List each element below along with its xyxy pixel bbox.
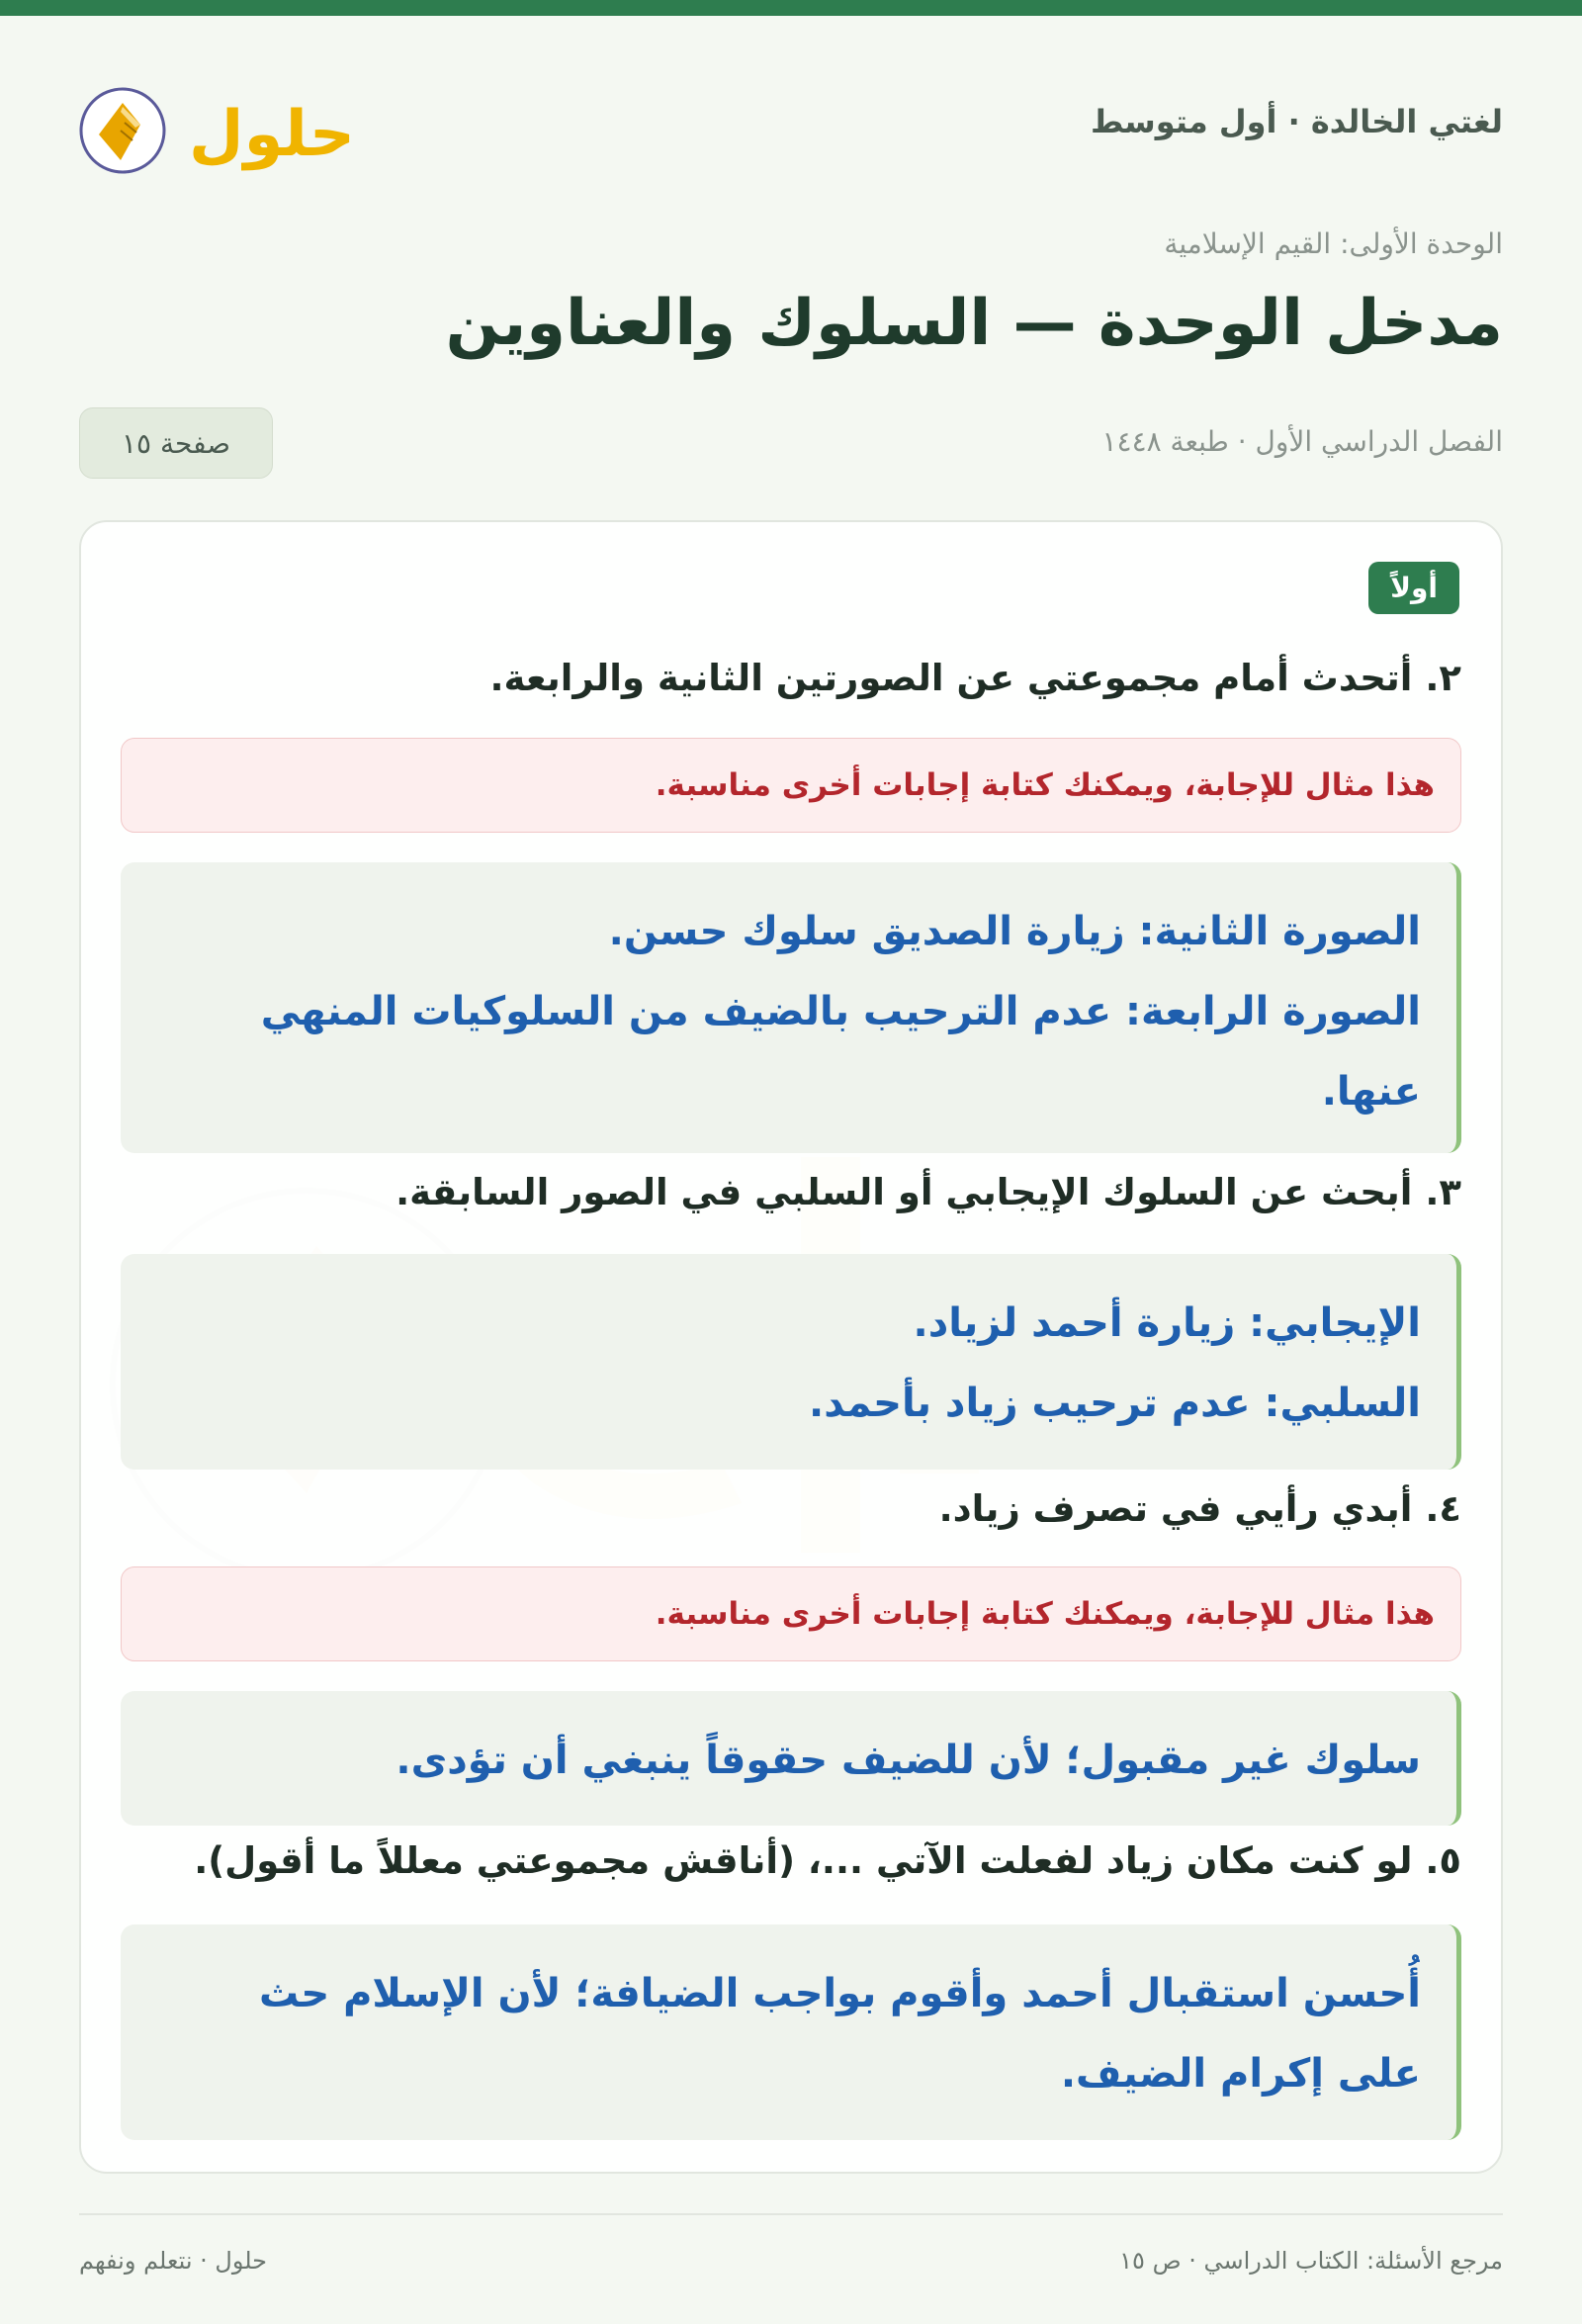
answer-line: عنها.	[1321, 1069, 1421, 1115]
unit-label: الوحدة الأولى: القيم الإسلامية	[1164, 227, 1503, 260]
section-badge: أولاً	[1368, 562, 1459, 614]
question-2: ٢. أتحدث أمام مجموعتي عن الصورتين الثانية والرابعة.	[489, 657, 1461, 699]
content-card	[79, 520, 1503, 2174]
footer-brand: حلول · نتعلم ونفهم	[79, 2247, 267, 2275]
answer-line: الإيجابي: زيارة أحمد لزياد.	[913, 1300, 1421, 1346]
answer-line: سلوك غير مقبول؛ لأن للضيف حقوقاً ينبغي أن تؤدى.	[396, 1738, 1421, 1783]
top-accent-bar	[0, 0, 1582, 16]
course-title: لغتي الخالدة · أول متوسط	[1091, 103, 1503, 140]
answer-line: السلبي: عدم ترحيب زياد بأحمد.	[809, 1381, 1421, 1426]
page-title: مدخل الوحدة — السلوك والعناوين	[445, 287, 1503, 360]
answer-line: أُحسن استقبال أحمد وأقوم بواجب الضيافة؛ لأن الإسلام حث	[258, 1971, 1421, 2016]
answer-line: الصورة الرابعة: عدم الترحيب بالضيف من السلوكيات المنهي	[260, 989, 1421, 1034]
answer-box-3	[121, 1254, 1461, 1470]
answer-box-2	[121, 862, 1461, 1153]
answer-note: هذا مثال للإجابة، ويمكنك كتابة إجابات أخرى مناسبة.	[121, 738, 1461, 833]
question-4: ٤. أبدي رأيي في تصرف زياد.	[938, 1487, 1461, 1530]
footer-divider	[79, 2213, 1503, 2215]
answer-note: هذا مثال للإجابة، ويمكنك كتابة إجابات أخرى مناسبة.	[121, 1566, 1461, 1661]
page-header	[79, 83, 1503, 182]
answer-box-5	[121, 1924, 1461, 2140]
question-3: ٣. أبحث عن السلوك الإيجابي أو السلبي في الصور السابقة.	[396, 1171, 1461, 1213]
logo-text: حلول	[189, 98, 355, 171]
page-number-badge: صفحة ١٥	[79, 407, 273, 479]
answer-line: الصورة الثانية: زيارة الصديق سلوك حسن.	[608, 909, 1421, 954]
question-5: ٥. لو كنت مكان زياد لفعلت الآتي ...، (أناقش مجموعتي معللاً ما أقول).	[194, 1839, 1461, 1882]
hulool-logo[interactable]	[79, 83, 356, 182]
edition-label: الفصل الدراسي الأول · طبعة ١٤٤٨	[1101, 425, 1503, 458]
answer-box-4	[121, 1691, 1461, 1826]
answer-line: على إكرام الضيف.	[1060, 2051, 1421, 2097]
footer-reference: مرجع الأسئلة: الكتاب الدراسي · ص ١٥	[1119, 2247, 1503, 2275]
